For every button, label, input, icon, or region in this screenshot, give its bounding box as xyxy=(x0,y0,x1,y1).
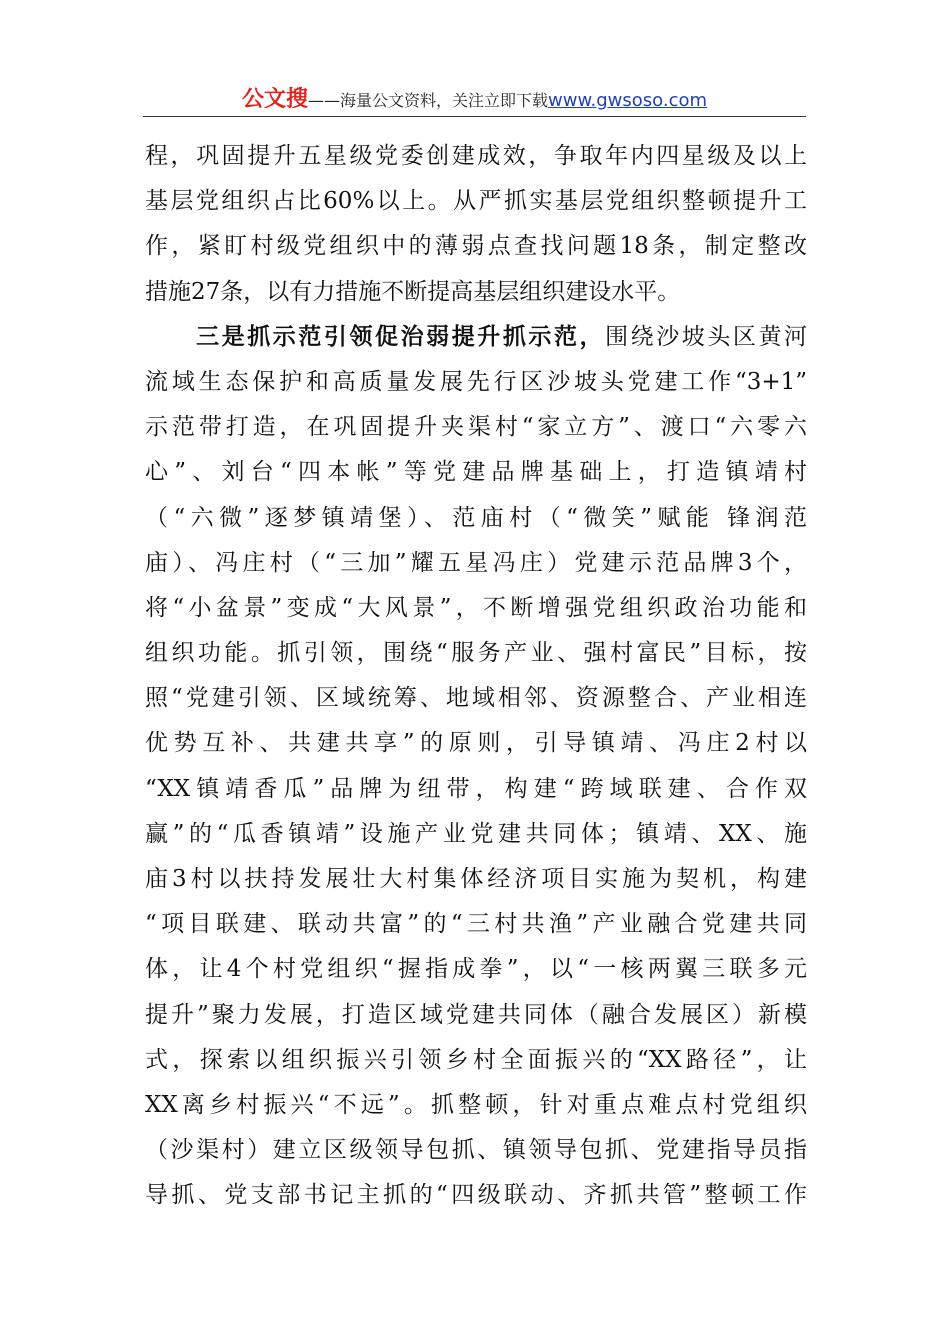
text-line: XX离乡村振兴“不远”。抓整顿，针对重点难点村党组织 xyxy=(145,1091,807,1118)
document-body xyxy=(145,134,807,1219)
text-line: 心”、刘台“四本帐”等党建品牌基础上，打造镇靖村 xyxy=(145,459,807,486)
website-link[interactable]: www.gwsoso.com xyxy=(548,90,708,111)
text-line: 导抓、党支部书记主抓的“四级联动、齐抓共管”整顿工作 xyxy=(145,1182,807,1209)
text-line: 庙）、冯庄村（“三加”耀五星冯庄）党建示范品牌3个， xyxy=(145,549,807,576)
text-line: 基层党组织占比60%以上。从严抓实基层党组织整顿提升工 xyxy=(145,188,807,215)
text-line: 照“党建引领、区域统筹、地域相邻、资源整合、产业相连 xyxy=(145,685,807,712)
text-line: 将“小盆景”变成“大风景”，不断增强党组织政治功能和 xyxy=(145,594,807,621)
text-line: 程，巩固提升五星级党委创建成效，争取年内四星级及以上 xyxy=(145,143,807,169)
text-line: 庙3村以扶持发展壮大村集体经济项目实施为契机，构建 xyxy=(145,866,807,892)
text-line: 示范带打造，在巩固提升夹渠村“家立方”、渡口“六零六 xyxy=(145,414,807,441)
page-header xyxy=(143,82,806,117)
text-line: 组织功能。抓引领，围绕“服务产业、强村富民”目标，按 xyxy=(145,640,807,667)
text-line: 流域生态保护和高质量发展先行区沙坡头党建工作“3+1” xyxy=(145,368,807,395)
text-line: 措施27条，以有力措施不断提高基层组织建设水平。 xyxy=(145,278,681,305)
header-tagline: ——海量公文资料，关注立即下载 xyxy=(307,91,548,110)
text-line: 作，紧盯村级党组织中的薄弱点查找问题18条，制定整改 xyxy=(145,233,807,260)
text-line: （“六微”逐梦镇靖堡）、范庙村（“微笑”赋能 锋润范 xyxy=(145,504,807,531)
paragraph-opening-line xyxy=(145,315,807,360)
text-line: “项目联建、联动共富”的“三村共渔”产业融合党建共同 xyxy=(145,911,807,938)
text-line: “XX镇靖香瓜”品牌为纽带，构建“跨域联建、合作双 xyxy=(145,775,807,802)
brand-logo-text: 公文搜 xyxy=(241,87,308,112)
paragraph-lead-phrase: 三是抓示范引领促治弱提升抓示范， xyxy=(196,323,606,350)
text-line: 体，让4个村党组织“握指成拳”，以“一核两翼三联多元 xyxy=(145,956,807,983)
text-line: 赢”的“瓜香镇靖”设施产业党建共同体；镇靖、XX、施 xyxy=(145,820,807,847)
paragraph-opening-rest: 围绕沙坡头区黄河 xyxy=(605,323,807,350)
text-line: 式，探索以组织振兴引领乡村全面振兴的“XX路径”，让 xyxy=(145,1046,807,1073)
text-line: 提升”聚力发展，打造区域党建共同体（融合发展区）新模 xyxy=(145,1001,807,1028)
text-line: 优势互补、共建共享”的原则，引导镇靖、冯庄2村以 xyxy=(145,730,807,757)
text-line: （沙渠村）建立区级领导包抓、镇领导包抓、党建指导员指 xyxy=(145,1137,807,1164)
